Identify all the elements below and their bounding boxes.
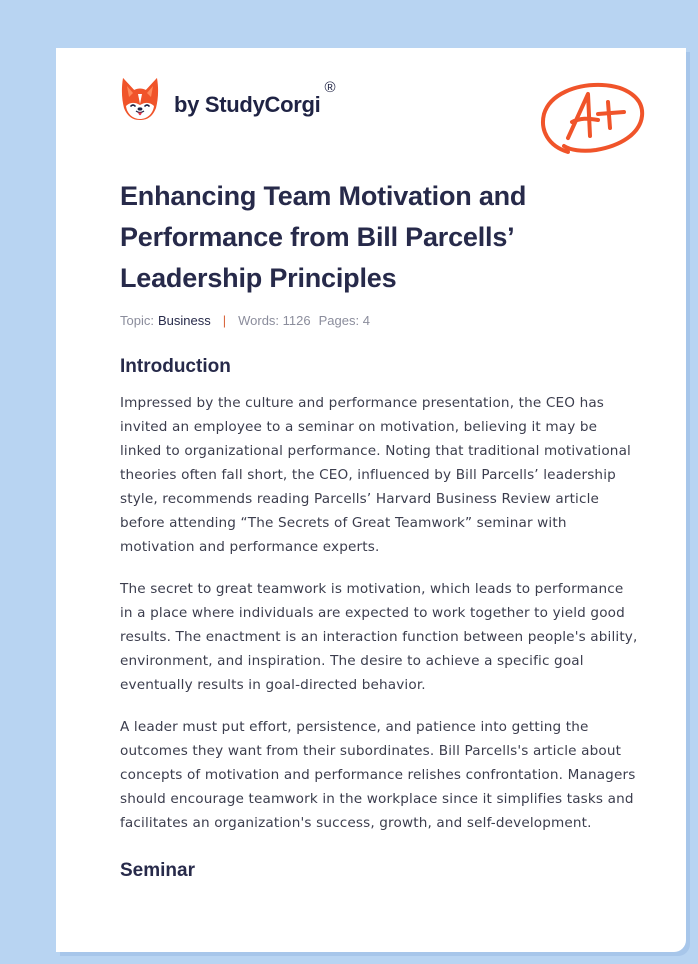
page-count: Pages: 4 [318,313,370,328]
brand-name: by StudyCorgi [174,92,321,117]
meta-separator: | [222,313,227,328]
a-plus-grade-icon [538,80,648,162]
page-title: Enhancing Team Motivation and Performance from Bill Parcells’ Leadership Principles [120,181,527,293]
registered-mark: ® [324,78,336,96]
corgi-icon [120,76,160,122]
word-count: Words: 1126 [238,313,311,328]
paragraph: The secret to great teamwork is motivation, which leads to performance in a place where individuals are expected to work together to yield good results. The enactment is an interaction function between people's ability, environment, and inspiration. The desire to achieve a specific goal eventually results in goal-directed behavior. [120,581,638,693]
topic-link[interactable]: Business [157,313,211,328]
paragraph: Impressed by the culture and performance presentation, the CEO has invited an employee to a seminar on motivation, believing it may be linked to organizational performance. Noting that traditional motivational theories often fall short, the CEO, influenced by Bill Parcells’ leadership style, recommends reading Parcells’ Harvard Business Review article before attending “The Secrets of Great Teamwork” seminar with motivation and performance experts. [120,395,631,555]
section-heading-introduction: Introduction [120,356,231,377]
paragraph: A leader must put effort, persistence, and patience into getting the outcomes they want from their subordinates. Bill Parcells's article about concepts of motivation and performance relishes confrontation. Managers should encourage teamwork in the workplace since it simplifies tasks and facilitates an organization's success, growth, and self-development. [120,719,636,831]
topic-label: Topic: [120,313,154,328]
document-meta [120,313,640,328]
article [120,176,640,885]
studycorgi-logo[interactable] [120,74,336,124]
section-heading-seminar: Seminar [120,860,195,881]
document-card [56,48,686,952]
header [120,74,660,154]
